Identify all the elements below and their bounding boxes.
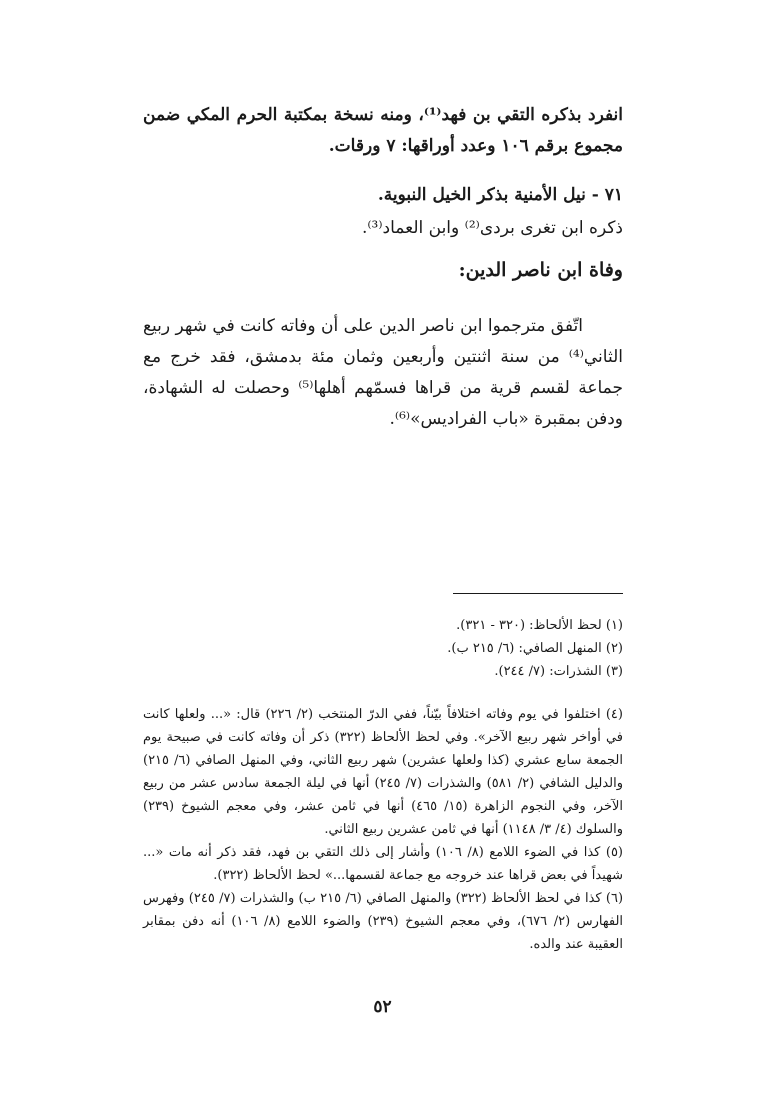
paragraph-entry-71-sources: ذكره ابن تغرى بردى⁽²⁾ وابن العماد⁽³⁾.: [361, 218, 623, 238]
paragraph-manuscript-note: انفرد بذكره التقي بن فهد⁽¹⁾، ومنه نسخة بمكتبة الحرم المكي ضمن مجموع برقم ١٠٦ وعدد أوراقها: ٧ ورقات.: [143, 105, 624, 156]
page-number: ٥٢: [373, 997, 392, 1017]
footnote-5: (٥) كذا في الضوء اللامع (٨/ ١٠٦) وأشار إلى ذلك التقي بن فهد، فقد ذكر أنه مات «... شهيداً في بعض قراها عند خروجه مع جماعة لقسمها...» لحظ الألحاظ (٣٢٢).: [143, 845, 623, 883]
footnote-4: (٤) اختلفوا في يوم وفاته اختلافاً بيّناً، ففي الدرّ المنتخب (٢/ ٢٢٦) قال: «... ولعلها كانت في أواخر شهر ربيع الآخر». وفي لحظ الألحاظ (٣٢٢) ذكر أن وفاته كانت في صبيحة يوم الجمعة سابع عشري (كذا ولعلها عشرين) شهر ربيع الثاني، وفي المنهل الصافي (٦/ ٢١٥) والدليل الشافي (٢/ ٥٨١) والشذرات (٧/ ٢٤٥) أنها في ليلة الجمعة سادس عشر من ربيع الآخر، وفي النجوم الزاهرة (١٥/ ٤٦٥) أنها في ثامن عشر، وفي معجم الشيوخ (٢٣٩) والسلوك (٤/ ٣/ ١١٤٨) أنها في ثامن عشرين ربيع الثاني.: [143, 707, 624, 837]
footnote-1: (١) لحظ الألحاظ: (٣٢٠ - ٣٢١).: [456, 618, 623, 633]
footnotes-long: [143, 703, 623, 956]
footnote-2: (٢) المنهل الصافي: (٦/ ٢١٥ ب).: [447, 641, 623, 656]
paragraph-death-account: اتّفق مترجموا ابن ناصر الدين على أن وفاته كانت في شهر ربيع الثاني⁽⁴⁾ من سنة اثنتين وأربعين وثمان مئة بدمشق، فقد خرج مع جماعة لقسم قرية من قراها فسمّهم أهلها⁽⁵⁾ وحصلت له الشهادة، ودفن بمقبرة «باب الفراديس»⁽⁶⁾.: [143, 316, 623, 429]
paragraph-entry-71: ٧١ - نيل الأمنية بذكر الخيل النبوية.: [377, 185, 623, 205]
footnote-separator: [453, 593, 623, 594]
footnote-6: (٦) كذا في لحظ الألحاظ (٣٢٢) والمنهل الصافي (٦/ ٢١٥ ب) والشذرات (٧/ ٢٤٥) وفهرس الفهارس (٢/ ٦٧٦)، وفي معجم الشيوخ (٢٣٩) والضوء اللامع (٨/ ١٠٦) أنه دفن بمقابر العقيبة عند والده.: [143, 891, 624, 952]
footnotes-short: [143, 614, 623, 683]
footnote-3: (٣) الشذرات: (٧/ ٢٤٤).: [494, 664, 623, 679]
section-heading-death: وفاة ابن ناصر الدين:: [458, 259, 623, 281]
